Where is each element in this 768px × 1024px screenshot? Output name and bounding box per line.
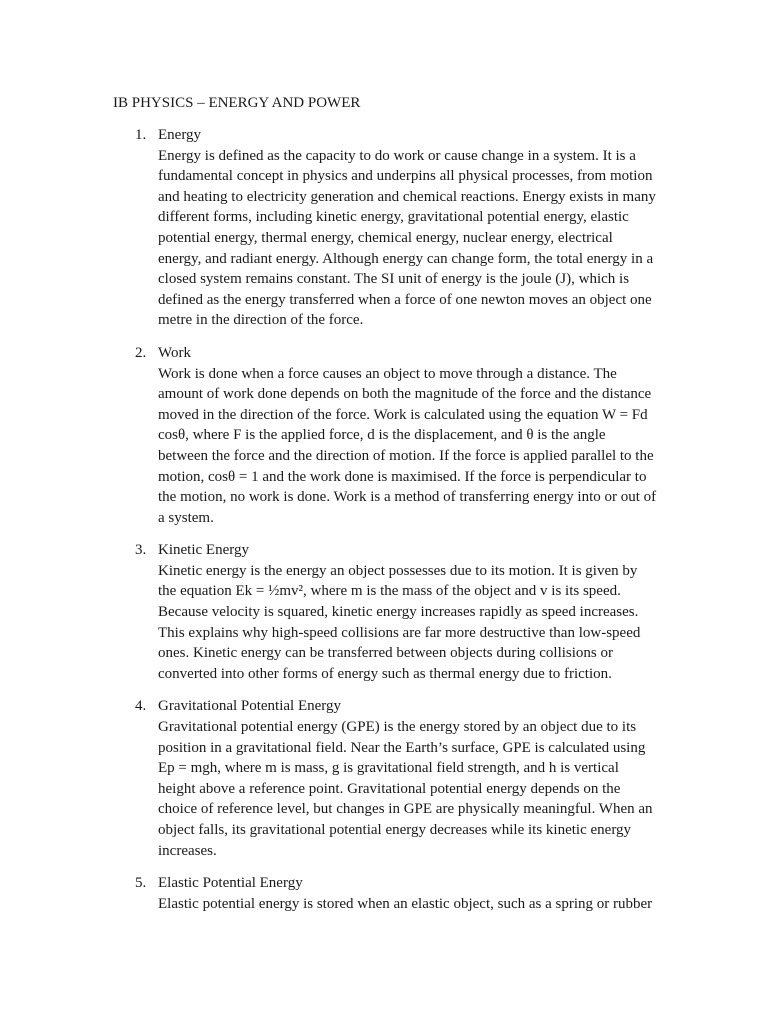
section-content (158, 696, 658, 861)
section-paragraph: Energy is defined as the capacity to do work or cause change in a system. It is a fundamental concept in physics and underpins all physical processes, from motion and heating to electricity generation and chemical reactions. Energy exists in many different forms, including kinetic energy, gravitational potential energy, elastic potential energy, thermal energy, chemical energy, nuclear energy, electrical energy, and radiant energy. Although energy can change form, the total energy in a closed system remains constant. The SI unit of energy is the joule (J), which is defined as the energy transferred when a force of one newton moves an object one metre in the direction of the force. (158, 147, 656, 329)
section-elastic-potential-energy (0, 873, 768, 914)
section-kinetic-energy (0, 540, 768, 684)
section-number: 2. (135, 344, 147, 361)
section-energy (0, 125, 768, 331)
section-number: 5. (135, 875, 147, 892)
section-heading: Elastic Potential Energy (158, 875, 303, 892)
section-number: 4. (135, 698, 147, 715)
section-paragraph: Kinetic energy is the energy an object possesses due to its motion. It is given by the equation Ek = ½mv², where m is the mass of the object and v is its speed. Because velocity is squared, kinetic energy increases rapidly as speed increases. This explains why high-speed collisions are far more destructive than low-speed ones. Kinetic energy can be transferred between objects during collisions or converted into other forms of energy such as thermal energy due to friction. (158, 562, 641, 682)
section-heading: Gravitational Potential Energy (158, 698, 342, 715)
section-content (158, 873, 658, 914)
section-paragraph: Gravitational potential energy (GPE) is the energy stored by an object due to its position in a gravitational field. Near the Earth’s surface, GPE is calculated using Ep = mgh, where m is mass, g is gravitational field strength, and h is vertical height above a reference point. Gravitational potential energy depends on the choice of reference level, but changes in GPE are physically meaningful. When an object falls, its gravitational potential energy decreases while its kinetic energy increases. (158, 719, 653, 859)
section-paragraph: Elastic potential energy is stored when an elastic object, such as a spring or rubber (158, 895, 653, 912)
document-title: IB PHYSICS – ENERGY AND POWER (113, 95, 361, 111)
section-gravitational-potential-energy (0, 696, 768, 861)
section-heading: Kinetic Energy (158, 542, 249, 559)
section-heading: Energy (158, 127, 202, 143)
section-content (158, 125, 658, 331)
section-number: 1. (135, 127, 147, 143)
section-work (0, 343, 768, 528)
section-content (158, 343, 658, 528)
section-number: 3. (135, 542, 147, 559)
section-list (0, 125, 768, 926)
section-paragraph: Work is done when a force causes an object to move through a distance. The amount of work done depends on both the magnitude of the force and the distance moved in the direction of the force. Work is calculated using the equation W = Fd cosθ, where F is the applied force, d is the displacement, and θ is the angle between the force and the direction of motion. If the force is applied parallel to the motion, cosθ = 1 and the work done is maximised. If the force is perpendicular to the motion, no work is done. Work is a method of transferring energy into or out of a system. (158, 365, 657, 526)
section-content (158, 540, 658, 684)
section-heading: Work (158, 344, 191, 361)
